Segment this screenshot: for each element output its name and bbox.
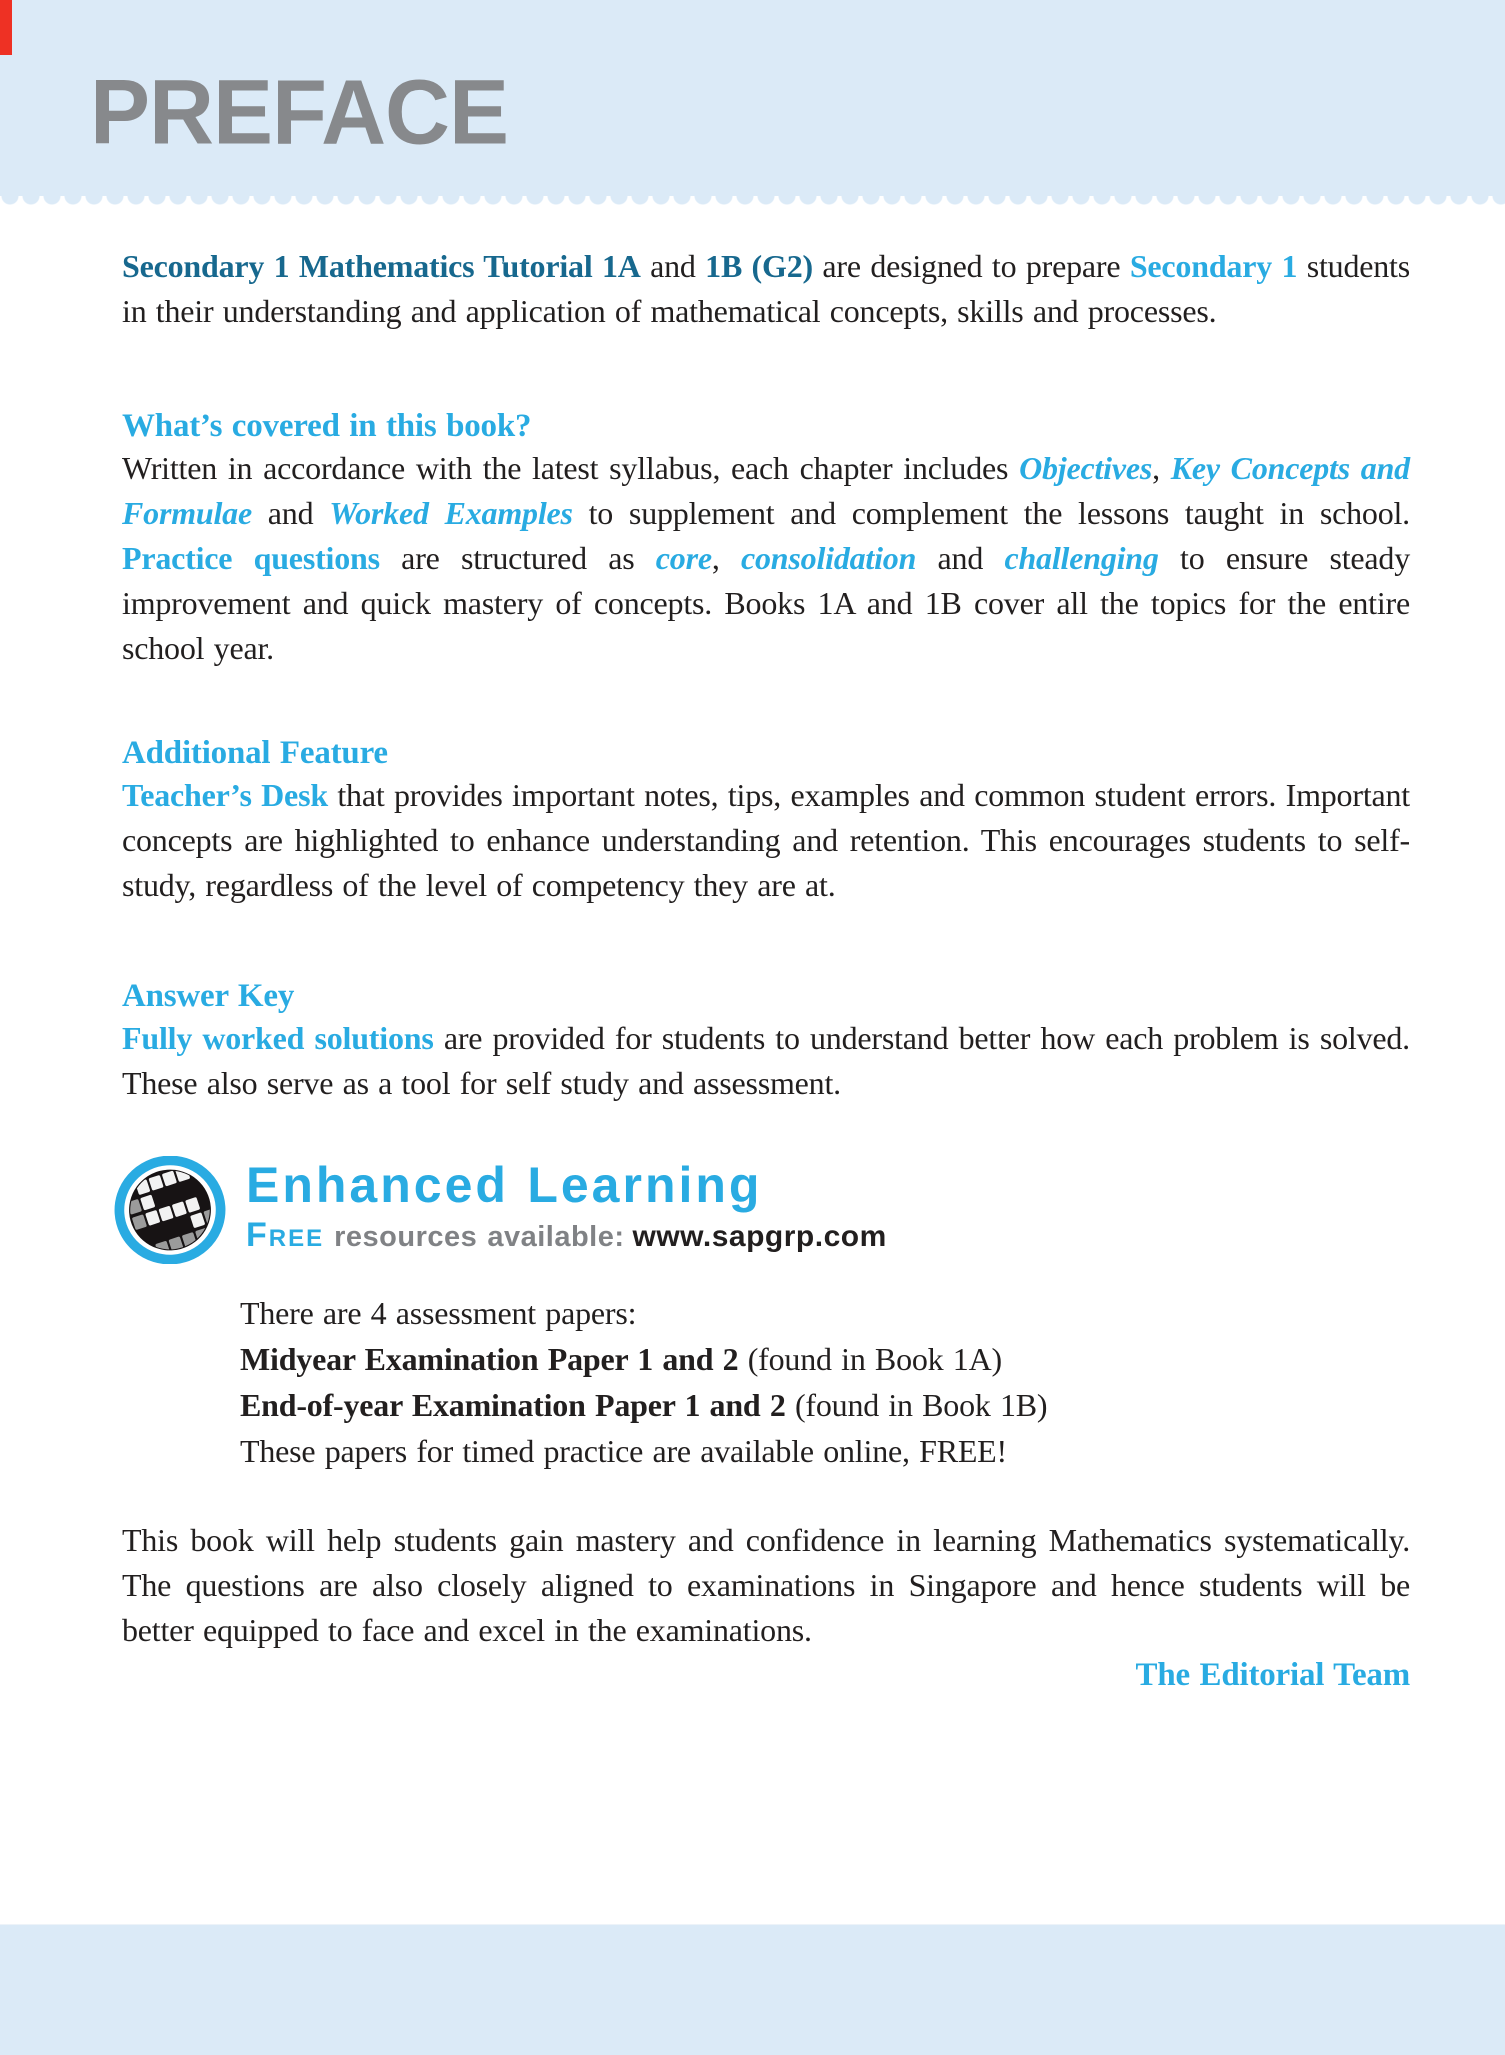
section-heading-whats-covered: What’s covered in this book?: [122, 408, 532, 444]
intro-paragraph: Secondary 1 Mathematics Tutorial 1A and 1B (G2) are designed to prepare Secondary 1 students in their understanding and application of mathematical concepts, skills and processes.: [122, 248, 1410, 329]
assessment-line-endofyear: End-of-year Examination Paper 1 and 2 (found in Book 1B): [240, 1387, 1048, 1423]
closing-paragraph: This book will help students gain mastery and confidence in learning Mathematics systematically. The questions are also closely aligned to examinations in Singapore and hence students will be better equipped to face and excel in the examinations.: [122, 1522, 1410, 1648]
free-resources-line: [246, 1213, 887, 1260]
assessment-line-online: These papers for timed practice are available online, FREE!: [240, 1433, 1007, 1469]
footer-band: [0, 1924, 1505, 2055]
section-paragraph-answer-key: Fully worked solutions are provided for students to understand better how each problem is solved. These also serve as a tool for self study and assessment.: [122, 1020, 1410, 1101]
pixel-s-badge-icon: [114, 1156, 226, 1276]
enhanced-learning-texts: [246, 1156, 887, 1260]
enhanced-learning-title: Enhanced Learning: [246, 1157, 763, 1213]
section-heading-additional-feature: Additional Feature: [122, 735, 388, 771]
section-paragraph-additional-feature: Teacher’s Desk that provides important notes, tips, examples and common student errors. Important concepts are highlighted to enhance understanding and retention. This encourages students to self-study, regardless of the level of competency they are at.: [122, 777, 1410, 903]
section-paragraph-whats-covered: Written in accordance with the latest syllabus, each chapter includes Objectives, Key Concepts and Formulae and Worked Examples to supplement and complement the lessons taught in school. Practice questions are structured as core, consolidation and challenging to ensure steady improvement and quick mastery of concepts. Books 1A and 1B cover all the topics for the entire school year.: [122, 450, 1411, 666]
assessment-papers-block: [240, 1290, 1410, 1474]
header-band: [0, 0, 1505, 196]
resources-label: resources available:: [334, 1221, 625, 1253]
editorial-team-signature: The Editorial Team: [1135, 1657, 1410, 1693]
corner-red-mark: [0, 0, 12, 55]
assessment-line-intro: There are 4 assessment papers:: [240, 1295, 637, 1331]
enhanced-learning-logo: [114, 1156, 1410, 1264]
section-heading-answer-key: Answer Key: [122, 978, 295, 1014]
page-title: PREFACE: [90, 61, 509, 164]
free-label: Free: [246, 1216, 325, 1254]
sapgrp-url: www.sapgrp.com: [632, 1220, 887, 1253]
scallop-edge: [0, 196, 1505, 214]
page-content: [0, 244, 1505, 1698]
assessment-line-midyear: Midyear Examination Paper 1 and 2 (found in Book 1A): [240, 1341, 1002, 1377]
